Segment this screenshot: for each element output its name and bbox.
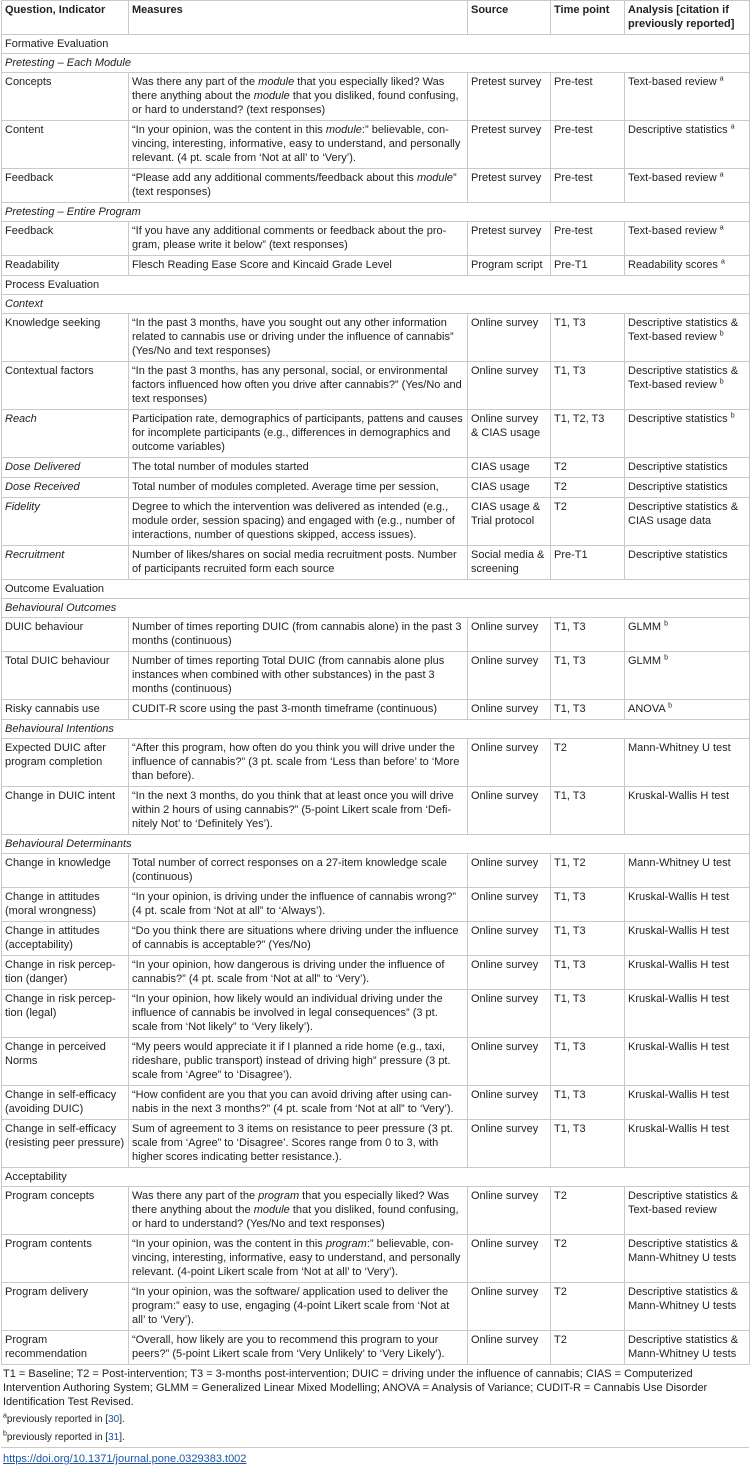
cell-indicator: Risky cannabis use — [2, 700, 129, 720]
table-row — [2, 1086, 750, 1120]
cell-analysis: Descriptive statistics & CIAS usage data — [625, 498, 750, 546]
cell-time-point: Pre-T1 — [551, 256, 625, 276]
cell-analysis — [625, 618, 750, 652]
cell-time-point: T2 — [551, 1235, 625, 1283]
analysis-text: GLMM — [628, 655, 661, 667]
cell-measures: “In the past 3 months, have you sought out any other information related to cannabis use or driving under the influence of cannabis” (Yes/No and text responses) — [129, 314, 468, 362]
cell-time-point: T1, T3 — [551, 700, 625, 720]
cell-indicator: Fidelity — [2, 498, 129, 546]
cell-source: Online survey — [468, 1283, 551, 1331]
cell-measures: “If you have any additional comments or feedback about the program, please write it below” (text responses) — [129, 222, 468, 256]
analysis-text: Text-based review — [628, 172, 717, 184]
subsection-title: Behavioural Intentions — [2, 720, 750, 739]
table-row — [2, 478, 750, 498]
cell-analysis: Kruskal-Wallis H test — [625, 1038, 750, 1086]
footnote-a-text: previously reported in [ — [6, 1414, 109, 1425]
cell-analysis: Kruskal-Wallis H test — [625, 956, 750, 990]
cell-analysis: Descriptive statistics & Mann-Whitney U tests — [625, 1283, 750, 1331]
cell-time-point: T2 — [551, 1283, 625, 1331]
cell-measures: Participation rate, demographics of participants, pattens and causes for incomplete participants (e.g., differences in demographics and outcome variables) — [129, 410, 468, 458]
cell-indicator: Reach — [2, 410, 129, 458]
analysis-text: Readability scores — [628, 259, 718, 271]
table-row — [2, 922, 750, 956]
cell-time-point: Pre-test — [551, 169, 625, 203]
footnote-b-end: ]. — [119, 1432, 125, 1443]
cell-time-point: T1, T3 — [551, 787, 625, 835]
citation-mark: b — [719, 330, 724, 338]
cell-source: CIAS usage — [468, 478, 551, 498]
cell-time-point: T2 — [551, 458, 625, 478]
cell-analysis — [625, 410, 750, 458]
footnote-b — [0, 1429, 750, 1447]
table-row — [2, 618, 750, 652]
cell-measures: “In your opinion, is driving under the influence of cannabis wrong?” (4 pt. scale from ‘Not at all” to ‘Always’). — [129, 888, 468, 922]
cell-time-point: T1, T2 — [551, 854, 625, 888]
cell-measures: Total number of correct responses on a 27-item knowledge scale (continuous) — [129, 854, 468, 888]
cell-measures: Sum of agreement to 3 items on resistance to peer pressure (3 pt. scale from ‘Agree” to ‘Disagree’. Scores range from 0 to 3, with higher scores indicating better resistance.). — [129, 1120, 468, 1168]
cell-measures: Was there any part of the program that you especially liked? Was there anything about the module that you disliked, found confusing, or hard to understand? (Yes/No and text responses) — [129, 1187, 468, 1235]
cell-measures: The total number of modules started — [129, 458, 468, 478]
cell-time-point: T2 — [551, 1331, 625, 1365]
subsection-row — [2, 720, 750, 739]
section-row — [2, 580, 750, 599]
cell-measures: Total number of modules completed. Average time per session, — [129, 478, 468, 498]
table-abbreviations: T1 = Baseline; T2 = Post-intervention; T3 = 3-months post-intervention; DUIC = driving under the influence of cannabis; CIAS = Computerized Intervention Authoring System; GLMM = Generalized Linear Mixed Modelling; ANOVA = Analysis of Variance; CUDIT-R = Cannabis Use Disorder Identification Test Revised. — [3, 1368, 708, 1408]
section-row — [2, 35, 750, 54]
cell-analysis: Kruskal-Wallis H test — [625, 888, 750, 922]
table-row — [2, 956, 750, 990]
section-row — [2, 1168, 750, 1187]
table-row — [2, 458, 750, 478]
cell-source: Pretest survey — [468, 73, 551, 121]
cell-measures: “After this program, how often do you think you will drive under the influence of cannabis?” (3 pt. scale from ‘Less than before’ to ‘More than before). — [129, 739, 468, 787]
table-row — [2, 498, 750, 546]
cell-measures: “How confident are you that you can avoid driving after using cannabis in the next 3 months?” (4 pt. scale from ‘Not at all” to ‘Very’). — [129, 1086, 468, 1120]
table-row — [2, 652, 750, 700]
citation-mark: b — [664, 620, 668, 628]
cell-time-point: T2 — [551, 1187, 625, 1235]
cell-source: Online survey — [468, 888, 551, 922]
footnote-b-text: previously reported in [ — [6, 1432, 109, 1443]
table-row — [2, 362, 750, 410]
footnote-a-mark: a — [3, 1412, 7, 1420]
table-row — [2, 739, 750, 787]
footnote-b-mark: b — [3, 1430, 7, 1438]
cell-source: Online survey — [468, 1331, 551, 1365]
cell-analysis — [625, 362, 750, 410]
cell-measures: “In your opinion, how likely would an individual driving under the influence of cannabis be involved in legal consequences” (3 pt. scale from ‘Not likely” to ‘Very likely’). — [129, 990, 468, 1038]
cell-time-point: T1, T3 — [551, 1086, 625, 1120]
cell-indicator: Change in self-efficacy (avoiding DUIC) — [2, 1086, 129, 1120]
cell-indicator: Change in perceived Norms — [2, 1038, 129, 1086]
cell-analysis — [625, 121, 750, 169]
analysis-text: Descriptive statistics — [628, 413, 728, 425]
subsection-row — [2, 599, 750, 618]
doi-link[interactable]: https://doi.org/10.1371/journal.pone.0329383.t002 — [3, 1453, 247, 1465]
cell-indicator: Total DUIC behaviour — [2, 652, 129, 700]
table-row — [2, 222, 750, 256]
cell-time-point: T1, T3 — [551, 888, 625, 922]
section-title: Process Evaluation — [2, 276, 750, 295]
footnote-a-ref-link[interactable]: 30 — [108, 1414, 120, 1425]
analysis-text: GLMM — [628, 621, 661, 633]
cell-indicator: Dose Delivered — [2, 458, 129, 478]
table-row — [2, 787, 750, 835]
analysis-text: Descriptive statistics & Text-based review — [628, 365, 739, 391]
cell-source: CIAS usage — [468, 458, 551, 478]
doi-link-container — [0, 1448, 750, 1470]
cell-time-point: T1, T2, T3 — [551, 410, 625, 458]
cell-time-point: T1, T3 — [551, 652, 625, 700]
cell-analysis: Mann-Whitney U test — [625, 739, 750, 787]
cell-indicator: Change in attitudes (moral wrongness) — [2, 888, 129, 922]
table-row — [2, 1120, 750, 1168]
table-row — [2, 546, 750, 580]
cell-source: Online survey — [468, 854, 551, 888]
cell-source: Online survey — [468, 362, 551, 410]
subsection-row — [2, 295, 750, 314]
cell-measures: “In the past 3 months, has any personal, social, or environmental factors influenced how often you drive after cannabis?” (Yes/No and text responses) — [129, 362, 468, 410]
footnote-a — [0, 1411, 750, 1429]
analysis-text: Descriptive statistics — [628, 124, 728, 136]
cell-time-point: T1, T3 — [551, 956, 625, 990]
cell-measures: Was there any part of the module that you especially liked? Was there anything about the module that you disliked, found confusing, or hard to understand? (text responses) — [129, 73, 468, 121]
cell-analysis: Descriptive statistics & Mann-Whitney U tests — [625, 1235, 750, 1283]
cell-source: Online survey — [468, 1235, 551, 1283]
cell-time-point: T2 — [551, 739, 625, 787]
table-row — [2, 888, 750, 922]
cell-indicator: Feedback — [2, 222, 129, 256]
subsection-row — [2, 203, 750, 222]
subsection-title: Behavioural Outcomes — [2, 599, 750, 618]
citation-mark: a — [719, 171, 724, 179]
cell-source: Online survey — [468, 1086, 551, 1120]
cell-time-point: Pre-T1 — [551, 546, 625, 580]
cell-source: Online survey — [468, 956, 551, 990]
header-measures: Measures — [129, 1, 468, 35]
cell-time-point: T1, T3 — [551, 1038, 625, 1086]
cell-analysis — [625, 700, 750, 720]
analysis-text: ANOVA — [628, 703, 666, 715]
analysis-text: Descriptive statistics & Text-based review — [628, 317, 739, 343]
cell-source: Pretest survey — [468, 121, 551, 169]
cell-source: Pretest survey — [468, 222, 551, 256]
subsection-row — [2, 54, 750, 73]
citation-mark: a — [719, 224, 724, 232]
cell-measures: Number of times reporting DUIC (from cannabis alone) in the past 3 months (continuous) — [129, 618, 468, 652]
cell-indicator: Readability — [2, 256, 129, 276]
cell-measures: “Do you think there are situations where driving under the influence of cannabis is acceptable?” (Yes/No) — [129, 922, 468, 956]
cell-indicator: Contextual factors — [2, 362, 129, 410]
cell-indicator: Change in attitudes (acceptability) — [2, 922, 129, 956]
section-title: Formative Evaluation — [2, 35, 750, 54]
cell-analysis: Mann-Whitney U test — [625, 854, 750, 888]
table-row — [2, 169, 750, 203]
table-body — [2, 35, 750, 1365]
cell-source: Online survey — [468, 739, 551, 787]
table-row — [2, 410, 750, 458]
evaluation-table — [1, 0, 750, 1365]
cell-measures: Number of likes/shares on social media recruitment posts. Number of participants recruited form each source — [129, 546, 468, 580]
cell-time-point: T2 — [551, 478, 625, 498]
cell-measures: “In your opinion, was the content in this program:” believable, convincing, interesting, informative, easy to understand, and personally relevant. (4-point Likert scale from ‘Not at all’ to ‘Very’). — [129, 1235, 468, 1283]
cell-time-point: T1, T3 — [551, 990, 625, 1038]
cell-measures: “In your opinion, was the content in this module:” believable, convincing, interesting, informative, easy to understand, and personally relevant. (4 pt. scale from ‘Not at all’ to ‘Very’). — [129, 121, 468, 169]
cell-analysis: Kruskal-Wallis H test — [625, 787, 750, 835]
analysis-text: Text-based review — [628, 225, 717, 237]
cell-measures: “Overall, how likely are you to recommend this program to your peers?” (5-point Likert scale from ‘Very Unlikely’ to ‘Very Likely’). — [129, 1331, 468, 1365]
cell-measures: “Please add any additional comments/feedback about this module” (text responses) — [129, 169, 468, 203]
cell-source: Online survey — [468, 700, 551, 720]
cell-indicator: Dose Received — [2, 478, 129, 498]
footnote-a-end: ]. — [119, 1414, 125, 1425]
cell-indicator: Change in risk perception (legal) — [2, 990, 129, 1038]
cell-time-point: T1, T3 — [551, 1120, 625, 1168]
table-row — [2, 1038, 750, 1086]
cell-source: Online survey — [468, 990, 551, 1038]
cell-source: Online survey — [468, 618, 551, 652]
table-row — [2, 990, 750, 1038]
cell-source: Pretest survey — [468, 169, 551, 203]
section-row — [2, 276, 750, 295]
cell-measures: CUDIT-R score using the past 3-month timeframe (continuous) — [129, 700, 468, 720]
cell-analysis: Kruskal-Wallis H test — [625, 1086, 750, 1120]
cell-indicator: DUIC behaviour — [2, 618, 129, 652]
subsection-row — [2, 835, 750, 854]
cell-time-point: Pre-test — [551, 73, 625, 121]
cell-analysis: Kruskal-Wallis H test — [625, 922, 750, 956]
cell-analysis: Descriptive statistics — [625, 478, 750, 498]
table-header — [2, 1, 750, 35]
cell-source: CIAS usage & Trial protocol — [468, 498, 551, 546]
cell-indicator: Recruitment — [2, 546, 129, 580]
header-time-point: Time point — [551, 1, 625, 35]
cell-analysis — [625, 169, 750, 203]
subsection-title: Pretesting – Entire Program — [2, 203, 750, 222]
cell-indicator: Program contents — [2, 1235, 129, 1283]
cell-indicator: Program recommendation — [2, 1331, 129, 1365]
table-row — [2, 700, 750, 720]
header-source: Source — [468, 1, 551, 35]
cell-source: Online survey & CIAS usage — [468, 410, 551, 458]
cell-indicator: Change in knowledge — [2, 854, 129, 888]
cell-analysis: Descriptive statistics & Text-based review — [625, 1187, 750, 1235]
citation-mark: b — [719, 378, 724, 386]
cell-indicator: Program concepts — [2, 1187, 129, 1235]
cell-analysis: Descriptive statistics — [625, 458, 750, 478]
cell-indicator: Feedback — [2, 169, 129, 203]
cell-analysis: Descriptive statistics — [625, 546, 750, 580]
cell-measures: “My peers would appreciate it if I planned a ride home (e.g., taxi, rideshare, public transport) instead of driving high” pressure (3 pt. scale from ‘Agree” to ‘Disagree’). — [129, 1038, 468, 1086]
header-analysis: Analysis [citation if previously reported] — [625, 1, 750, 35]
cell-source: Online survey — [468, 314, 551, 362]
table-row — [2, 73, 750, 121]
cell-analysis — [625, 256, 750, 276]
table-row — [2, 1331, 750, 1365]
cell-measures: “In your opinion, was the software/ application used to deliver the program:” easy to use, engaging (4-point Likert scale from ‘Not at all’ to ‘Very’). — [129, 1283, 468, 1331]
citation-mark: a — [719, 75, 724, 83]
cell-indicator: Change in DUIC intent — [2, 787, 129, 835]
cell-indicator: Content — [2, 121, 129, 169]
cell-indicator: Knowledge seeking — [2, 314, 129, 362]
subsection-title: Pretesting – Each Module — [2, 54, 750, 73]
cell-analysis: Descriptive statistics & Mann-Whitney U tests — [625, 1331, 750, 1365]
cell-indicator: Concepts — [2, 73, 129, 121]
cell-source: Online survey — [468, 652, 551, 700]
table-row — [2, 314, 750, 362]
cell-analysis — [625, 222, 750, 256]
citation-mark: a — [720, 258, 725, 266]
cell-time-point: T1, T3 — [551, 922, 625, 956]
subsection-title: Context — [2, 295, 750, 314]
citation-mark: b — [664, 654, 668, 662]
cell-time-point: T1, T3 — [551, 618, 625, 652]
cell-analysis: Kruskal-Wallis H test — [625, 990, 750, 1038]
section-title: Outcome Evaluation — [2, 580, 750, 599]
cell-indicator: Change in self-efficacy (resisting peer pressure) — [2, 1120, 129, 1168]
cell-source: Online survey — [468, 1038, 551, 1086]
cell-source: Program script — [468, 256, 551, 276]
footnote-b-ref-link[interactable]: 31 — [108, 1432, 120, 1443]
cell-time-point: T1, T3 — [551, 362, 625, 410]
cell-time-point: T1, T3 — [551, 314, 625, 362]
cell-source: Online survey — [468, 922, 551, 956]
cell-source: Social media & screening — [468, 546, 551, 580]
table-row — [2, 854, 750, 888]
citation-mark: b — [730, 412, 735, 420]
cell-analysis: Kruskal-Wallis H test — [625, 1120, 750, 1168]
cell-source: Online survey — [468, 1187, 551, 1235]
citation-mark: a — [730, 123, 735, 131]
table-row — [2, 256, 750, 276]
cell-measures: Flesch Reading Ease Score and Kincaid Grade Level — [129, 256, 468, 276]
cell-source: Online survey — [468, 787, 551, 835]
section-title: Acceptability — [2, 1168, 750, 1187]
cell-analysis — [625, 314, 750, 362]
cell-analysis — [625, 73, 750, 121]
cell-measures: Degree to which the intervention was delivered as intended (e.g., module order, session spacing) and engaged with (e.g., number of interactions, number of questions skipped, access issues). — [129, 498, 468, 546]
cell-time-point: T2 — [551, 498, 625, 546]
table-row — [2, 1187, 750, 1235]
citation-mark: b — [668, 702, 673, 710]
cell-time-point: Pre-test — [551, 222, 625, 256]
cell-analysis — [625, 652, 750, 700]
cell-time-point: Pre-test — [551, 121, 625, 169]
cell-measures: “In the next 3 months, do you think that at least once you will drive within 2 hours of using cannabis?” (5-point Likert scale from ‘Definitely Not’ to ‘Definitely Yes’). — [129, 787, 468, 835]
table-row — [2, 1283, 750, 1331]
cell-source: Online survey — [468, 1120, 551, 1168]
cell-indicator: Change in risk perception (danger) — [2, 956, 129, 990]
cell-measures: “In your opinion, how dangerous is driving under the influence of cannabis?” (4 pt. scale from ‘Not at all” to ‘Very’). — [129, 956, 468, 990]
cell-measures: Number of times reporting Total DUIC (from cannabis alone plus instances when combined with other substances) in the past 3 months (continuous) — [129, 652, 468, 700]
analysis-text: Text-based review — [628, 76, 717, 88]
cell-indicator: Expected DUIC after program completion — [2, 739, 129, 787]
header-question: Question, Indicator — [2, 1, 129, 35]
table-row — [2, 121, 750, 169]
cell-indicator: Program delivery — [2, 1283, 129, 1331]
subsection-title: Behavioural Determinants — [2, 835, 750, 854]
table-row — [2, 1235, 750, 1283]
